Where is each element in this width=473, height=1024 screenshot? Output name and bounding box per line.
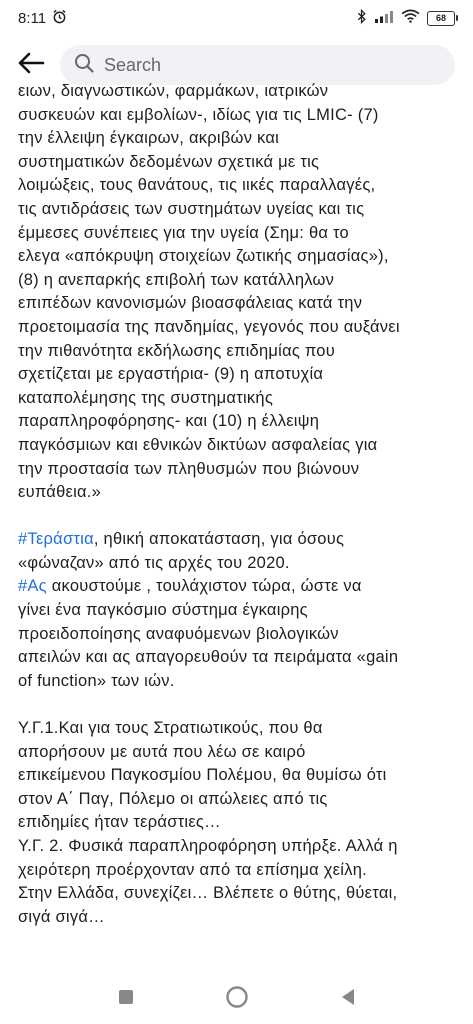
text-line: Στην Ελλάδα, συνεχίζει… Βλέπετε ο θύτης, θύεται, bbox=[18, 884, 398, 903]
text-line: την προστασία των πληθυσμών που βιώνουν bbox=[18, 459, 360, 478]
bluetooth-icon bbox=[357, 9, 367, 28]
home-button[interactable] bbox=[217, 979, 257, 1019]
text-line: ειων, διαγνωστικών, φαρμάκων, ιατρικών bbox=[18, 82, 329, 100]
text-line: σιγά σιγά… bbox=[18, 907, 105, 926]
system-nav-bar bbox=[0, 974, 473, 1024]
signal-icon bbox=[374, 10, 394, 27]
alarm-icon bbox=[52, 9, 67, 28]
post-paragraph-2 bbox=[18, 528, 464, 693]
text-line: παραπληροφόρησης- και (10) η έλλειψη bbox=[18, 412, 320, 431]
hashtag-terastia[interactable]: #Τεράστια bbox=[18, 530, 94, 549]
text-line bbox=[18, 528, 464, 552]
paragraph-2-continued bbox=[18, 599, 464, 693]
text-line: απειλών και ας απαγορευθούν τα πειράματα «gain bbox=[18, 648, 399, 667]
back-button[interactable] bbox=[14, 48, 48, 82]
text-line: στον Α΄ Παγ, Πόλεμο οι απώλειες από τις bbox=[18, 789, 328, 808]
text-line: έμμεσες συνέπειες για την υγεία (Σημ: θα το bbox=[18, 223, 349, 242]
post-content bbox=[0, 82, 473, 974]
text-line: γίνει ένα παγκόσμιο σύστημα έγκαιρης bbox=[18, 601, 308, 620]
text-line: την έλλειψη έγκαιρων, ακριβών και bbox=[18, 129, 280, 148]
text-line: ευπάθεια.» bbox=[18, 483, 102, 502]
paragraph-gap bbox=[18, 505, 464, 529]
text-line: απορήσουν με αυτά που λέω σε καιρό bbox=[18, 742, 306, 761]
text-line: (8) η ανεπαρκής επιβολή των κατάλληλων bbox=[18, 270, 335, 289]
text-line: Υ.Γ.1.Και για τους Στρατιωτικούς, που θα bbox=[18, 719, 323, 738]
text-line: χειρότερη προέρχονταν από τα επίσημα χείλη. bbox=[18, 860, 367, 879]
home-circle-icon bbox=[225, 985, 249, 1014]
search-input[interactable] bbox=[60, 45, 455, 85]
recents-button[interactable] bbox=[106, 979, 146, 1019]
status-right bbox=[357, 9, 455, 28]
text-line: of function» των ιών. bbox=[18, 671, 175, 690]
text-line: ελεγα «απόκρυψη στοιχείων ζωτικής σημασίας»), bbox=[18, 247, 389, 266]
text-fragment: , ηθική αποκατάσταση, για όσους bbox=[93, 530, 345, 549]
status-left bbox=[18, 9, 67, 28]
text-line: προετοιμασία της πανδημίας, γεγονός που αυξάνει bbox=[18, 317, 400, 336]
text-line: συστηματικών δεδομένων σχετικά με τις bbox=[18, 152, 320, 171]
text-line: επιδημίες ήταν τεράστιες… bbox=[18, 813, 221, 832]
post-paragraph-1 bbox=[18, 80, 464, 505]
wifi-icon bbox=[401, 9, 420, 27]
system-back-button[interactable] bbox=[328, 979, 368, 1019]
text-line: επικείμενου Παγκοσμίου Πολέμου, θα θυμίσω ότι bbox=[18, 766, 387, 785]
battery-level: 68 bbox=[435, 13, 446, 23]
text-line: σχετίζεται με εργαστήρια- (9) η αποτυχία bbox=[18, 365, 324, 384]
arrow-left-icon bbox=[17, 51, 45, 80]
battery-icon bbox=[427, 11, 455, 26]
text-line bbox=[18, 575, 464, 599]
post-paragraph-ps bbox=[18, 717, 464, 929]
text-line: λοιμώξεις, τους θανάτους, τις ιικές παραλλαγές, bbox=[18, 176, 376, 195]
search-icon bbox=[74, 53, 94, 78]
text-line: τις αντιδράσεις των συστημάτων υγείας και τις bbox=[18, 199, 365, 218]
text-line: καταπολέμησης της συστηματικής bbox=[18, 388, 274, 407]
text-fragment: ακουστούμε , τουλάχιστον τώρα, ώστε να bbox=[46, 577, 362, 596]
text-line: την πιθανότητα εκδήλωσης επιδημίας που bbox=[18, 341, 335, 360]
post-text bbox=[18, 80, 464, 929]
back-triangle-icon bbox=[340, 988, 356, 1011]
text-line: Υ.Γ. 2. Φυσικά παραπληροφόρηση υπήρξε. Αλλά η bbox=[18, 837, 398, 855]
search-placeholder: Search bbox=[104, 54, 162, 75]
status-time: 8:11 bbox=[18, 9, 47, 27]
text-line: επιπέδων κανονισμών βιοασφάλειας κατά την bbox=[18, 294, 363, 313]
text-line: παγκόσμιων και εθνικών δικτύων ασφαλείας για bbox=[18, 435, 378, 454]
text-line: «φώναζαν» από τις αρχές του 2020. bbox=[18, 553, 290, 572]
status-bar bbox=[0, 0, 473, 36]
text-line: συσκευών και εμβολίων-, ιδίως για τις LMIC- (7) bbox=[18, 105, 379, 124]
text-line: προειδοποίησης αναφυόμενων βιολογικών bbox=[18, 624, 339, 643]
recents-square-icon bbox=[118, 989, 134, 1010]
paragraph-gap bbox=[18, 693, 464, 717]
hashtag-as[interactable]: #Ας bbox=[18, 577, 47, 596]
